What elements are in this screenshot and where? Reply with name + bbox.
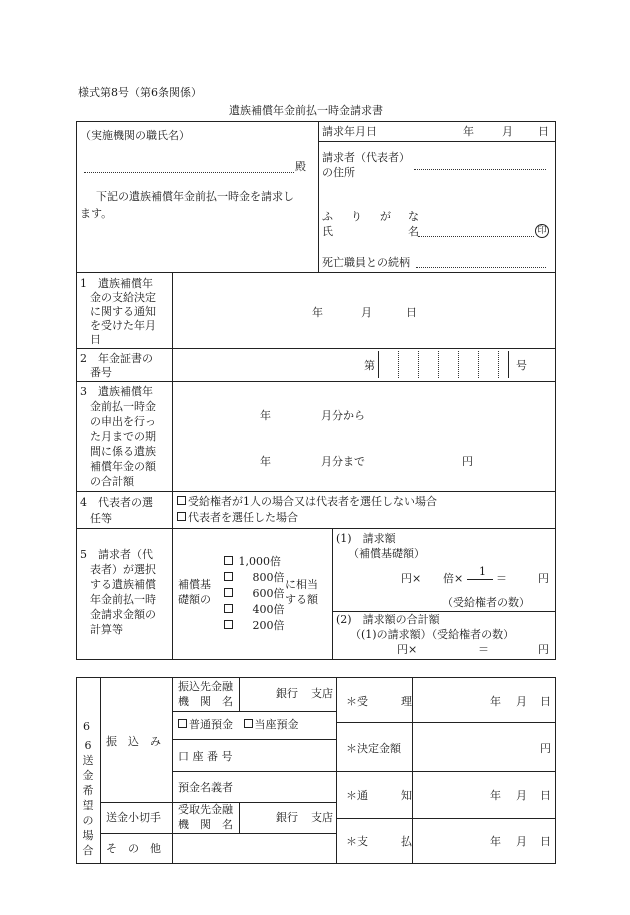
holder-label: 預金名義者 bbox=[178, 781, 233, 794]
name-field[interactable] bbox=[418, 236, 534, 237]
furigana-1: ふ bbox=[322, 210, 333, 223]
recv-bank-label-2: 機 関 名 bbox=[178, 818, 233, 831]
request-text-1: 下記の遺族補償年金前払一時金を請求し bbox=[96, 190, 294, 203]
calc1-yen2: 円 bbox=[538, 572, 549, 585]
request-date-label: 請求年月日 bbox=[322, 125, 377, 138]
r3-to: 月分まで bbox=[321, 455, 365, 468]
cert-go: 号 bbox=[516, 359, 527, 372]
calc1-yen: 円× bbox=[401, 572, 422, 585]
notice-day: 日 bbox=[540, 789, 551, 802]
relation-label: 死亡職員との続柄 bbox=[322, 256, 410, 269]
form-number: 様式第8号（第6条関係） bbox=[78, 86, 202, 99]
branch-suffix: 支店 bbox=[311, 687, 333, 700]
notice-month: 月 bbox=[516, 789, 527, 802]
section6-number: 6 bbox=[83, 720, 90, 733]
org-name-field[interactable] bbox=[84, 172, 294, 173]
receipt-year: 年 bbox=[490, 695, 501, 708]
furigana-4: な bbox=[408, 210, 419, 223]
base-label-2: 礎額の bbox=[178, 593, 211, 606]
relation-field[interactable] bbox=[416, 267, 546, 268]
section6-label: 6送金希望の場合 bbox=[82, 739, 94, 857]
r3-from-year: 年 bbox=[260, 409, 271, 422]
receipt-month: 月 bbox=[516, 695, 527, 708]
decided-amount-label: ＊決定金額 bbox=[346, 742, 401, 755]
request-text-2: ます。 bbox=[80, 207, 113, 220]
payment-month: 月 bbox=[516, 835, 527, 848]
check-label: 送金小切手 bbox=[106, 811, 161, 824]
equiv-label-2: する額 bbox=[285, 593, 318, 606]
day-label: 日 bbox=[538, 125, 549, 138]
r3-from: 月分から bbox=[321, 409, 365, 422]
account-type[interactable]: 普通預金 当座預金 bbox=[178, 718, 299, 731]
payment-year: 年 bbox=[490, 835, 501, 848]
payment-label: ＊支 払 bbox=[346, 835, 412, 848]
base-label-1: 補償基 bbox=[178, 578, 211, 591]
payment-day: 日 bbox=[540, 835, 551, 848]
r1-day: 日 bbox=[406, 306, 417, 319]
other-label: そ の 他 bbox=[106, 842, 161, 855]
furigana-3: が bbox=[380, 210, 391, 223]
r3-to-year: 年 bbox=[260, 455, 271, 468]
claimant-label-1: 請求者（代表者） bbox=[322, 151, 410, 164]
notice-year: 年 bbox=[490, 789, 501, 802]
checkbox-800[interactable] bbox=[224, 572, 233, 581]
receipt-label: ＊受 理 bbox=[346, 695, 412, 708]
checkbox-400[interactable] bbox=[224, 604, 233, 613]
calc2-sub: （(1)の請求額）（受給権者の数） bbox=[350, 628, 515, 641]
form-title: 遺族補償年金前払一時金請求書 bbox=[229, 104, 383, 117]
checkbox-toza[interactable] bbox=[244, 719, 253, 728]
receipt-day: 日 bbox=[540, 695, 551, 708]
checkbox-600[interactable] bbox=[224, 588, 233, 597]
r1-year: 年 bbox=[312, 306, 323, 319]
account-number-label: 口 座 番 号 bbox=[178, 750, 233, 763]
cert-dai: 第 bbox=[364, 359, 375, 372]
claimant-label-2: の住所 bbox=[322, 166, 355, 179]
name-label-1: 氏 bbox=[322, 225, 333, 238]
month-label: 月 bbox=[502, 125, 513, 138]
calc2-yen: 円× bbox=[397, 643, 418, 656]
furigana-2: り bbox=[351, 210, 362, 223]
calc1-bai: 倍× bbox=[443, 572, 464, 585]
recv-branch-suffix: 支店 bbox=[311, 811, 333, 824]
notice-label: ＊通 知 bbox=[346, 789, 412, 802]
r4-option-1[interactable]: 受給権者が1人の場合又は代表者を選任しない場合 bbox=[177, 495, 437, 508]
checkbox-single[interactable] bbox=[177, 496, 186, 505]
recv-bank-label-1: 受取先金融 bbox=[178, 803, 233, 816]
calc1-numerator: 1 bbox=[479, 565, 486, 578]
r1-month: 月 bbox=[361, 306, 372, 319]
decided-yen: 円 bbox=[540, 742, 551, 755]
checkbox-1000[interactable] bbox=[224, 556, 233, 565]
checkbox-200[interactable] bbox=[224, 620, 233, 629]
form-page: 様式第8号（第6条関係） 遺族補償年金前払一時金請求書 （実施機関の職氏名） 殿 下記の遺族補償年金前払一時金を請求し ます。 請求年月日 年 月 日 請求者（代表者） の住所 ふ り が な 氏 名 印 死亡職員との続柄 1 遺族補償年 金の支給決定 に関する通知 を受けた年月 日 年 月 日 2 年金証書の 番号 第 号 3 遺族補償年 金前払一時金 の申出を行っ た月までの期 間に係る遺族 補償年金の額 の合計額 年 月分から 年 月分まで 円 4 代表者の選 任等 受給権者が1人の場合又は代表者を選任しない場合 代表者を選任した場合 5 請求者（代 表者）が選択 する遺族補償 年金前払一時 金請求金額の 計算等 補償基 礎額の 1,000倍 800倍 600倍 400倍 200倍 に相当 する額 (1) 請求額 （補償基礎額） 円× 倍× 1 ＝ 円 （受給権者の数） (2) 請求額の合計額 （(1)の請求額）（受給権者の数） 円× ＝ 円 6 6送金希望の場合 振 込 み 振込先金融 機 関 名 銀行 支店 普通預金 当座預金 口 座 番 号 預金名義者 送金小切手 受取先金融 機 関 名 銀行 支店 そ の 他 ＊受 理 ＊決定金額 ＊通 知 ＊支 払 年 月 日 円 年 月 日 年 月 日 bbox=[0, 0, 630, 915]
name-label-2: 名 bbox=[408, 225, 419, 238]
checkbox-representative[interactable] bbox=[177, 512, 186, 521]
bank-suffix: 銀行 bbox=[276, 687, 298, 700]
calc2-eq: ＝ bbox=[478, 643, 489, 656]
checkbox-futsu[interactable] bbox=[178, 719, 187, 728]
bank-label-2: 機 関 名 bbox=[178, 695, 233, 708]
seal-mark: 印 bbox=[535, 224, 549, 238]
calc2-yen2: 円 bbox=[538, 643, 549, 656]
furikomi-label: 振 込 み bbox=[106, 735, 161, 748]
year-label: 年 bbox=[463, 125, 474, 138]
equiv-label-1: に相当 bbox=[285, 578, 318, 591]
org-label: （実施機関の職氏名） bbox=[80, 129, 190, 142]
calc2-title: (2) 請求額の合計額 bbox=[336, 613, 440, 626]
calc1-eq: ＝ bbox=[496, 572, 507, 585]
calc1-denominator: （受給権者の数） bbox=[442, 596, 530, 609]
r4-option-2[interactable]: 代表者を選任した場合 bbox=[177, 511, 298, 524]
address-field[interactable] bbox=[414, 169, 546, 170]
dono-label: 殿 bbox=[295, 160, 306, 173]
calc1-sub: （補償基礎額） bbox=[348, 547, 425, 560]
r3-yen: 円 bbox=[462, 455, 473, 468]
fraction-bar bbox=[467, 579, 493, 580]
bank-label-1: 振込先金融 bbox=[178, 680, 233, 693]
calc1-title: (1) 請求額 bbox=[336, 532, 396, 545]
recv-bank-suffix: 銀行 bbox=[276, 811, 298, 824]
